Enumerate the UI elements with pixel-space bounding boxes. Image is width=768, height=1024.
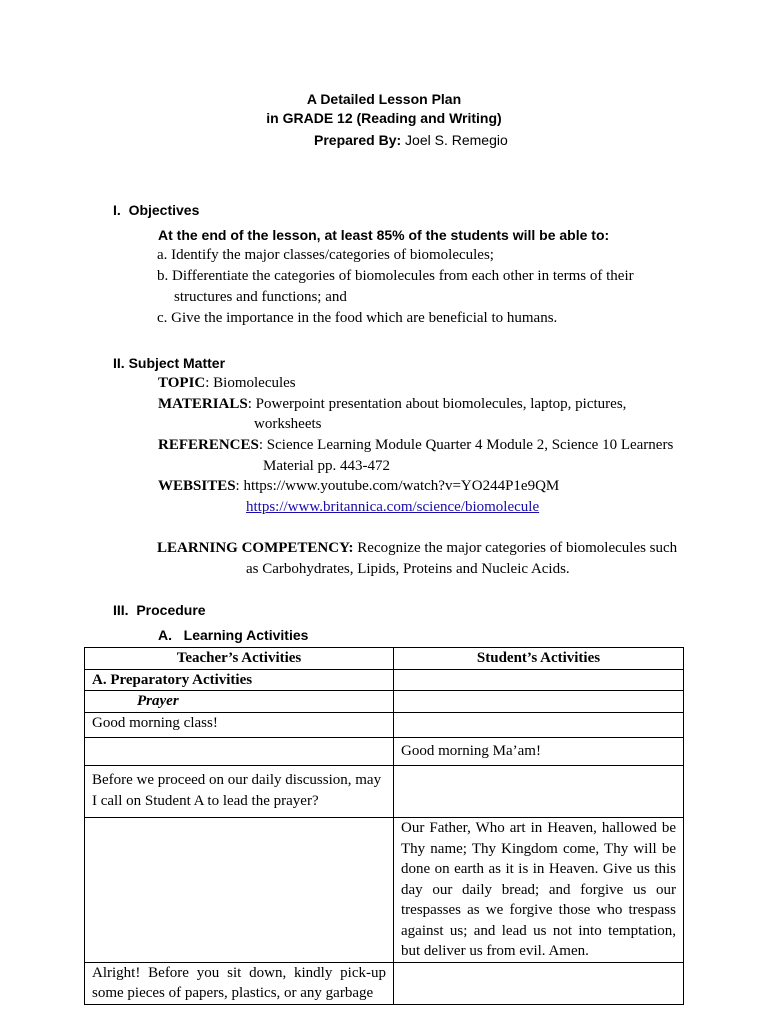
teacher-call-cell: Before we proceed on our daily discussion, may I call on Student A to lead the prayer? [85,766,394,818]
student-prayer-cell: Our Father, Who art in Heaven, hallowed be Thy name; Thy Kingdom come, Thy will be done on earth as it is in Heaven. Give us this day our daily bread; and forgive us our trespasses as we forgive those who trespass against us; and lead us not into temptation, but deliver us from evil. Amen. [394,818,684,963]
student-greeting-cell: Good morning Ma’am! [394,738,684,766]
websites-label: WEBSITES [158,478,236,494]
objective-item-b-cont: structures and functions; and [174,289,347,305]
competency-label: LEARNING COMPETENCY: [157,540,354,556]
prayer-cell: Prayer [85,691,394,713]
activities-table [84,647,684,1005]
topic-value: : Biomolecules [205,375,296,391]
teacher-greeting-cell: Good morning class! [85,713,394,738]
learning-activities-heading [158,627,308,643]
empty-cell [85,738,394,766]
topic-line [158,375,296,392]
references-line-cont: Material pp. 443-472 [263,458,391,474]
empty-cell [394,713,684,738]
empty-cell [394,766,684,818]
competency-value: Recognize the major categories of biomolecules such [353,540,678,556]
table-row [85,669,684,691]
learning-activities-heading-text: Learning Activities [183,627,309,643]
subject-matter-heading [113,355,225,371]
websites-value: : https://www.youtube.com/watch?v=YO244P1e9QM [235,478,560,494]
subject-matter-numeral: II. [113,355,125,371]
websites-line [158,478,559,495]
table-header-row [85,648,684,670]
materials-label: MATERIALS [158,396,248,412]
table-row [85,738,684,766]
subject-matter-heading-text: Subject Matter [128,355,226,371]
section-a-cell: A. Preparatory Activities [85,669,394,691]
teacher-pickup-cell: Alright! Before you sit down, kindly pick-up some pieces of papers, plastics, or any garbage [85,962,394,1004]
learning-activities-letter: A. [158,627,172,643]
table-row [85,962,684,1004]
table-row [85,691,684,713]
document-subtitle: in GRADE 12 (Reading and Writing) [266,110,502,126]
table-row [85,818,684,963]
objectives-intro: At the end of the lesson, at least 85% of the students will be able to: [158,227,610,243]
competency-line-cont: as Carbohydrates, Lipids, Proteins and Nucleic Acids. [246,561,570,577]
empty-cell [394,691,684,713]
objectives-heading-text: Objectives [128,202,200,218]
materials-line [158,396,626,413]
britannica-link[interactable]: https://www.britannica.com/science/biomolecule [246,499,540,515]
objectives-numeral: I. [113,202,121,218]
objective-item-a: a. Identify the major classes/categories of biomolecules; [157,247,494,263]
materials-value: : Powerpoint presentation about biomolecules, laptop, pictures, [247,396,627,412]
topic-label: TOPIC [158,375,206,391]
procedure-numeral: III. [113,602,129,618]
prepared-by-label: Prepared By: [314,132,402,148]
col-teacher-header: Teacher’s Activities [85,648,394,670]
references-value: : Science Learning Module Quarter 4 Module 2, Science 10 Learners [258,437,674,453]
procedure-heading [113,602,206,618]
empty-cell [394,669,684,691]
col-student-header: Student’s Activities [394,648,684,670]
objective-item-c: c. Give the importance in the food which are beneficial to humans. [157,310,558,326]
references-label: REFERENCES [158,437,259,453]
empty-cell [394,962,684,1004]
objective-item-b: b. Differentiate the categories of biomolecules from each other in terms of their [157,268,634,284]
procedure-heading-text: Procedure [136,602,206,618]
table-row [85,766,684,818]
references-line [158,437,673,454]
competency-line [157,540,677,557]
materials-line-cont: worksheets [254,416,322,432]
table-row [85,713,684,738]
prepared-by [314,132,508,148]
empty-cell [85,818,394,963]
prepared-by-name: Joel S. Remegio [405,132,508,148]
document-title: A Detailed Lesson Plan [306,91,462,107]
objectives-heading [113,202,199,218]
